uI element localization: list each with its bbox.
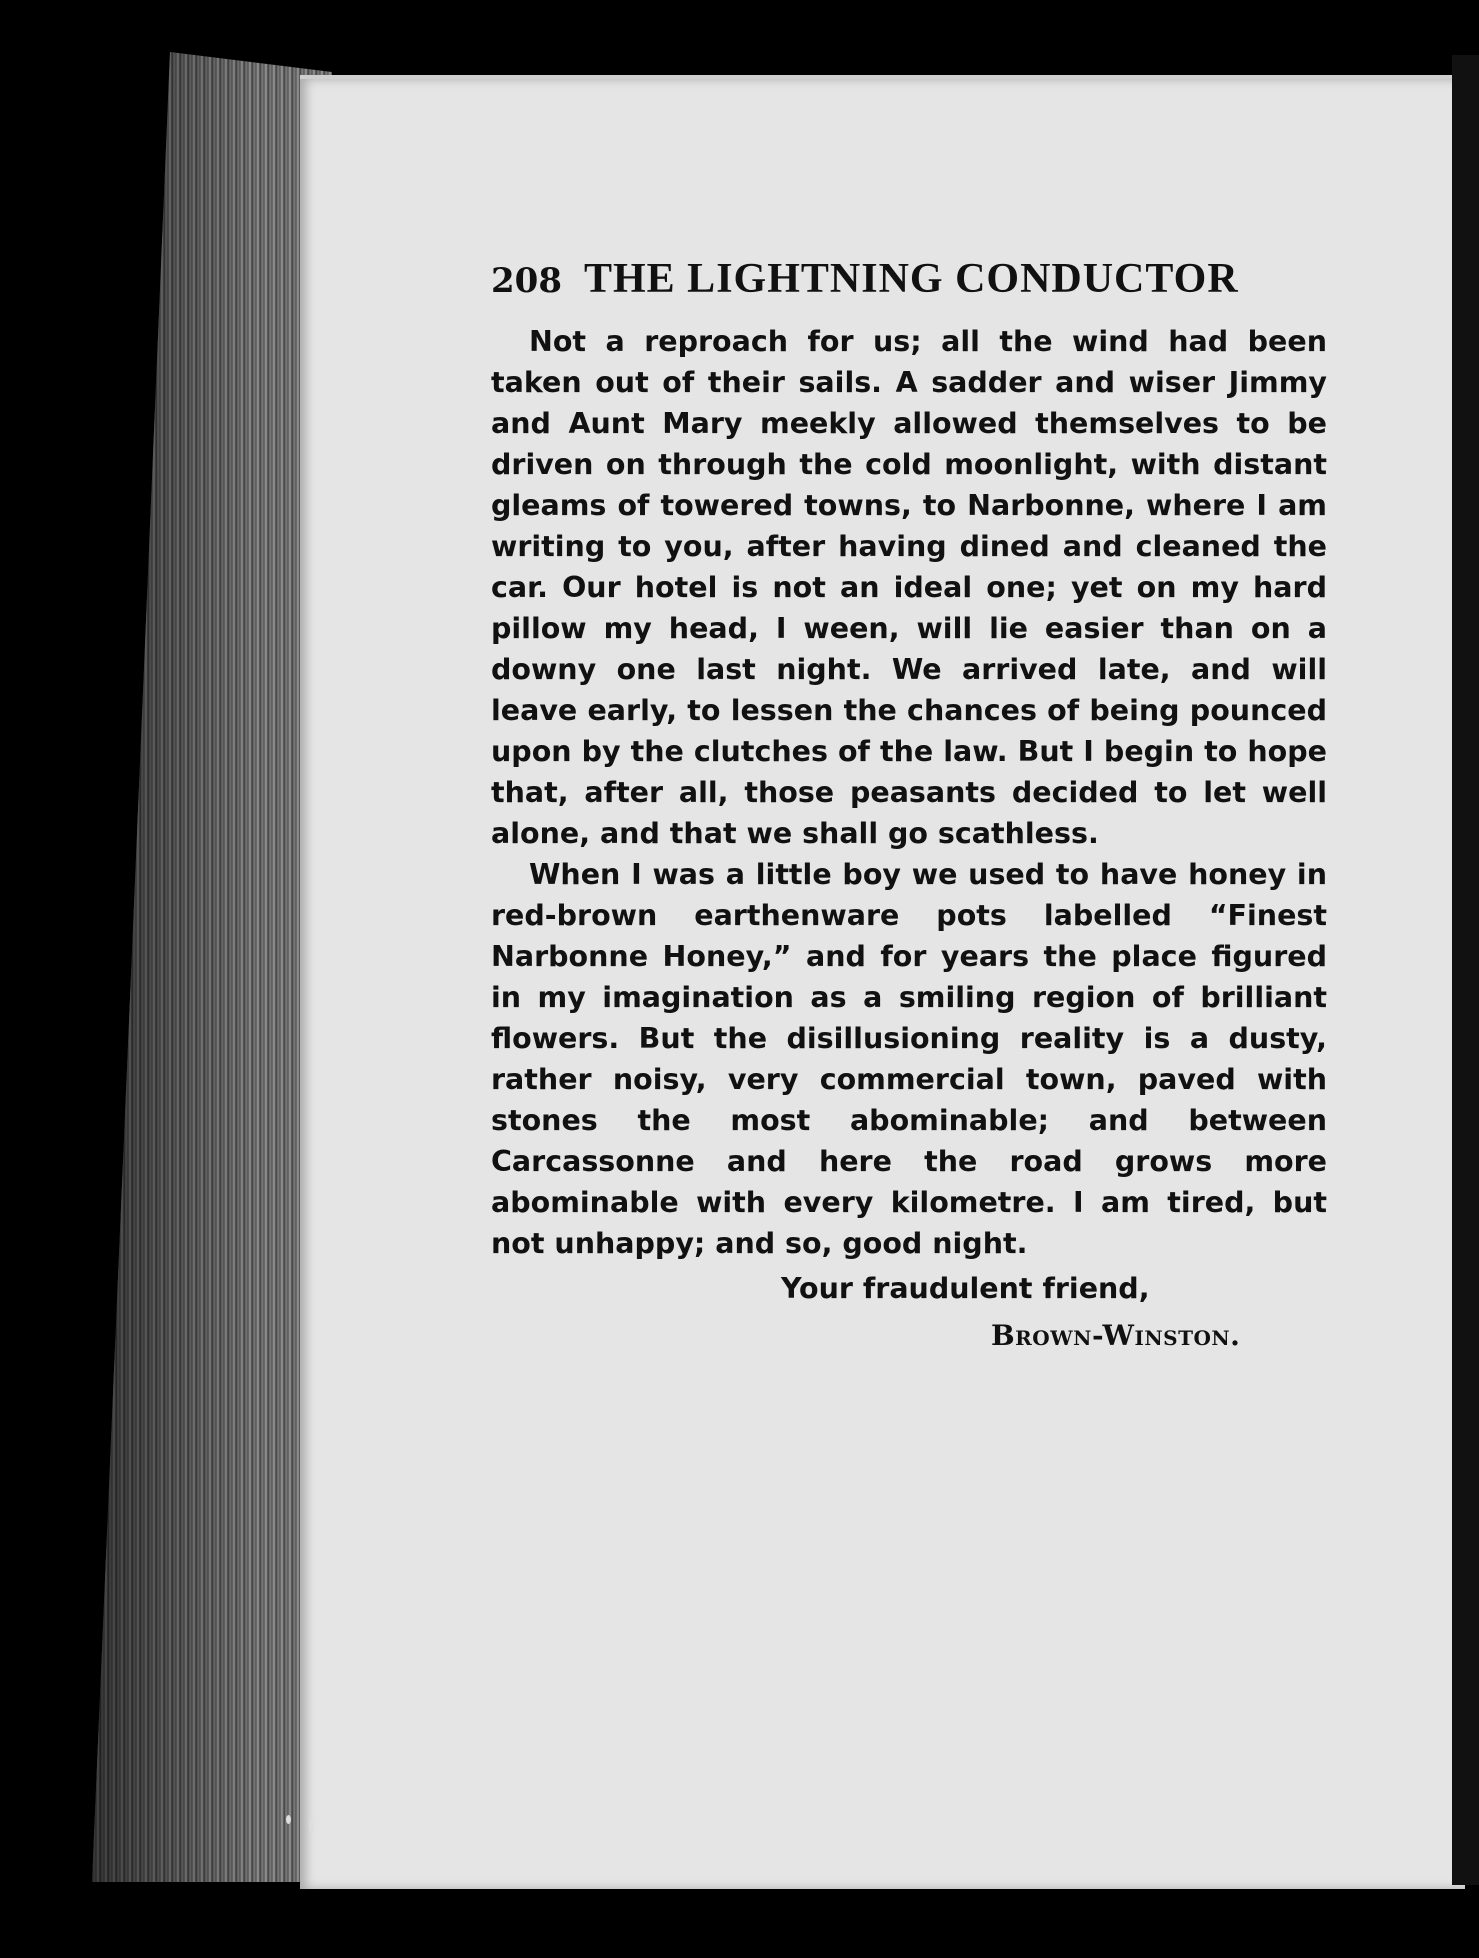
scan-speck [309,1820,313,1832]
right-page-edge [1452,55,1479,1885]
letter-closing: Your fraudulent friend, [781,1272,1150,1305]
running-head [491,255,1327,303]
fore-edge-shadow [92,52,332,1882]
scan-speck [286,1815,291,1824]
page-number: 208 [491,261,562,301]
page-text-block [491,255,1327,1356]
body-paragraph-1: Not a reproach for us; all the wind had been taken out of their sails. A sadder and wiser Jimmy and Aunt Mary meekly allowed themselves to be driven on through the cold moonlight, with distant gleams of towered towns, to Narbonne, where I am writing to you, after having dined and cleaned the car. Our hotel is not an ideal one; yet on my hard pillow my head, I ween, will lie easier than on a downy one last night. We arrived late, and will leave early, to lessen the chances of being pounced upon by the clutches of the law. But I begin to hope that, after all, those peasants decided to let well alone, and that we shall go scathless. [491,325,1327,850]
body-paragraph-2: When I was a little boy we used to have honey in red-brown earthenware pots labelled “Finest Narbonne Honey,” and for years the place figured in my imagination as a smiling region of brilliant flowers. But the disillusioning reality is a dusty, rather noisy, very commercial town, paved with stones the most abominable; and between Carcassonne and here the road grows more abominable with every kilometre. I am tired, but not unhappy; and so, good night. [491,858,1327,1260]
running-head-title: THE LIGHTNING CONDUCTOR [583,256,1239,302]
letter-signature: Brown-Winston. [991,1319,1241,1352]
